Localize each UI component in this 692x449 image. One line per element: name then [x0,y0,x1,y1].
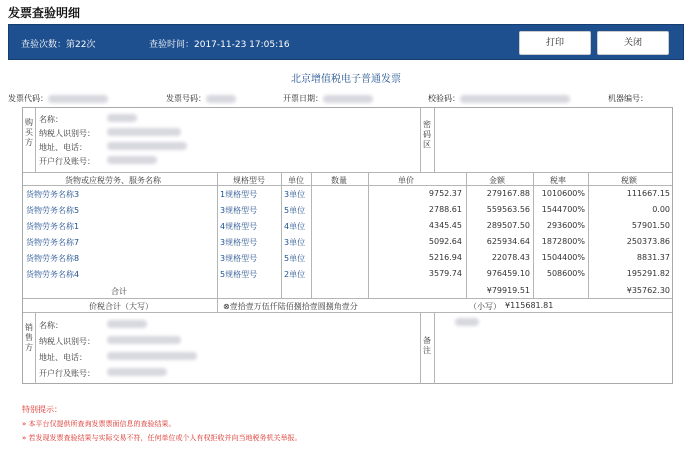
seller-address-label: 地址、电话： [39,353,87,362]
row-rate: 1872800% [541,237,585,246]
row-name: 货物劳务名称3 [26,190,80,199]
seller-bank-label: 开户行及账号： [39,369,95,378]
check-time: 查验时间：2017-11-23 17:05:16 [149,40,290,50]
row-spec: 1规格型号 [220,190,258,199]
row-spec: 3规格型号 [220,254,258,263]
buyer-address-value [107,142,187,150]
close-button[interactable]: 关闭 [597,31,669,55]
invoice-table [22,107,673,384]
invoice-date-value [323,95,373,103]
invoice-date-label: 开票日期： [283,94,323,103]
note-text: 本平台仅提供所查询发票票面信息的查验结果。 [28,420,176,428]
check-count: 查验次数：第22次 [21,40,96,50]
row-price: 9752.37 [428,189,462,198]
buyer-tax-id-label: 纳税人识别号： [39,129,95,138]
page-title: 发票查验明细 [8,6,81,20]
row-rate: 1504400% [541,253,585,262]
seller-tax-id-value [107,336,181,344]
seller-name-label: 名称： [39,321,63,330]
seller-name-value [107,320,147,328]
header-rate: 税率 [550,176,566,185]
buyer-tax-id-value [107,128,181,136]
note-text: 若发现发票查验结果与实际交易不符，任何单位或个人有权拒收并向当地税务机关举报。 [28,434,302,442]
note-item: » 若发现发票查验结果与实际交易不符，任何单位或个人有权拒收并向当地税务机关举报。 [22,434,302,442]
notes-title: 特别提示： [22,405,62,414]
remarks-value [455,318,479,326]
cipher-area-label: 密码区 [423,120,431,149]
header-amount: 金额 [489,176,505,185]
invoice-code-value [48,95,108,103]
row-rate: 293600% [546,221,585,230]
row-unit: 2单位 [284,270,306,279]
row-name: 货物劳务名称4 [26,270,80,279]
row-price: 5092.64 [428,237,462,246]
buyer-bank-label: 开户行及账号： [39,157,95,166]
row-tax: 250373.86 [626,237,670,246]
row-tax: 195291.82 [626,269,670,278]
row-rate: 1544700% [541,205,585,214]
row-unit: 3单位 [284,238,306,247]
header-bar [8,24,684,60]
row-rate: 508600% [546,269,585,278]
row-amount: 289507.50 [486,221,530,230]
buyer-name-label: 名称： [39,115,63,124]
row-unit: 4单位 [284,222,306,231]
invoice-meta-row [8,93,684,105]
row-amount: 625934.64 [486,237,530,246]
buyer-bank-value [107,156,157,164]
row-amount: 279167.88 [486,189,530,198]
total-amount: ¥79919.51 [486,286,530,295]
buyer-section-label: 购买方 [25,118,33,147]
machine-number-label: 机器编号： [608,94,648,103]
remarks-label: 备注 [423,336,431,355]
header-spec: 规格型号 [233,176,265,185]
grand-total-small-label: （小写） [469,302,501,311]
buyer-address-label: 地址、电话： [39,143,87,152]
header-price: 单价 [398,176,414,185]
header-unit: 单位 [288,176,304,185]
grand-total-small-value: ¥115681.81 [505,301,554,310]
row-amount: 22078.43 [491,253,530,262]
seller-address-value [107,352,197,360]
row-unit: 5单位 [284,254,306,263]
row-tax: 57901.50 [631,221,670,230]
row-tax: 8831.37 [636,253,670,262]
seller-section-label: 销售方 [25,323,33,352]
row-tax: 0.00 [652,205,670,214]
grand-total-words: ⊗壹拾壹万伍仟陆佰捌拾壹圆捌角壹分 [223,302,358,311]
row-unit: 5单位 [284,206,306,215]
row-name: 货物劳务名称8 [26,254,80,263]
row-spec: 3规格型号 [220,238,258,247]
row-spec: 3规格型号 [220,206,258,215]
row-amount: 559563.56 [486,205,530,214]
invoice-title: 北京增值税电子普通发票 [291,74,401,85]
grand-total-label: 价税合计（大写） [89,302,153,311]
row-price: 4345.45 [428,221,462,230]
check-code-label: 校验码： [428,94,460,103]
row-unit: 3单位 [284,190,306,199]
row-price: 5216.94 [428,253,462,262]
buyer-name-value [107,114,137,122]
row-tax: 111667.15 [626,189,670,198]
header-tax: 税额 [621,176,637,185]
total-label: 合计 [111,287,127,296]
print-button[interactable]: 打印 [519,31,591,55]
row-name: 货物劳务名称7 [26,238,80,247]
row-spec: 4规格型号 [220,222,258,231]
header-name: 货物或应税劳务、服务名称 [65,176,161,185]
invoice-code-label: 发票代码： [8,94,48,103]
seller-bank-value [107,368,167,376]
row-price: 2788.61 [428,205,462,214]
invoice-number-value [206,95,236,103]
note-item: » 本平台仅提供所查询发票票面信息的查验结果。 [22,420,176,428]
row-rate: 1010600% [541,189,585,198]
row-price: 3579.74 [428,269,462,278]
row-name: 货物劳务名称1 [26,222,80,231]
check-code-value [460,95,570,103]
invoice-number-label: 发票号码： [166,94,206,103]
header-qty: 数量 [331,176,347,185]
seller-tax-id-label: 纳税人识别号： [39,337,95,346]
row-name: 货物劳务名称5 [26,206,80,215]
total-tax: ¥35762.30 [626,286,670,295]
row-amount: 976459.10 [486,269,530,278]
row-spec: 5规格型号 [220,270,258,279]
